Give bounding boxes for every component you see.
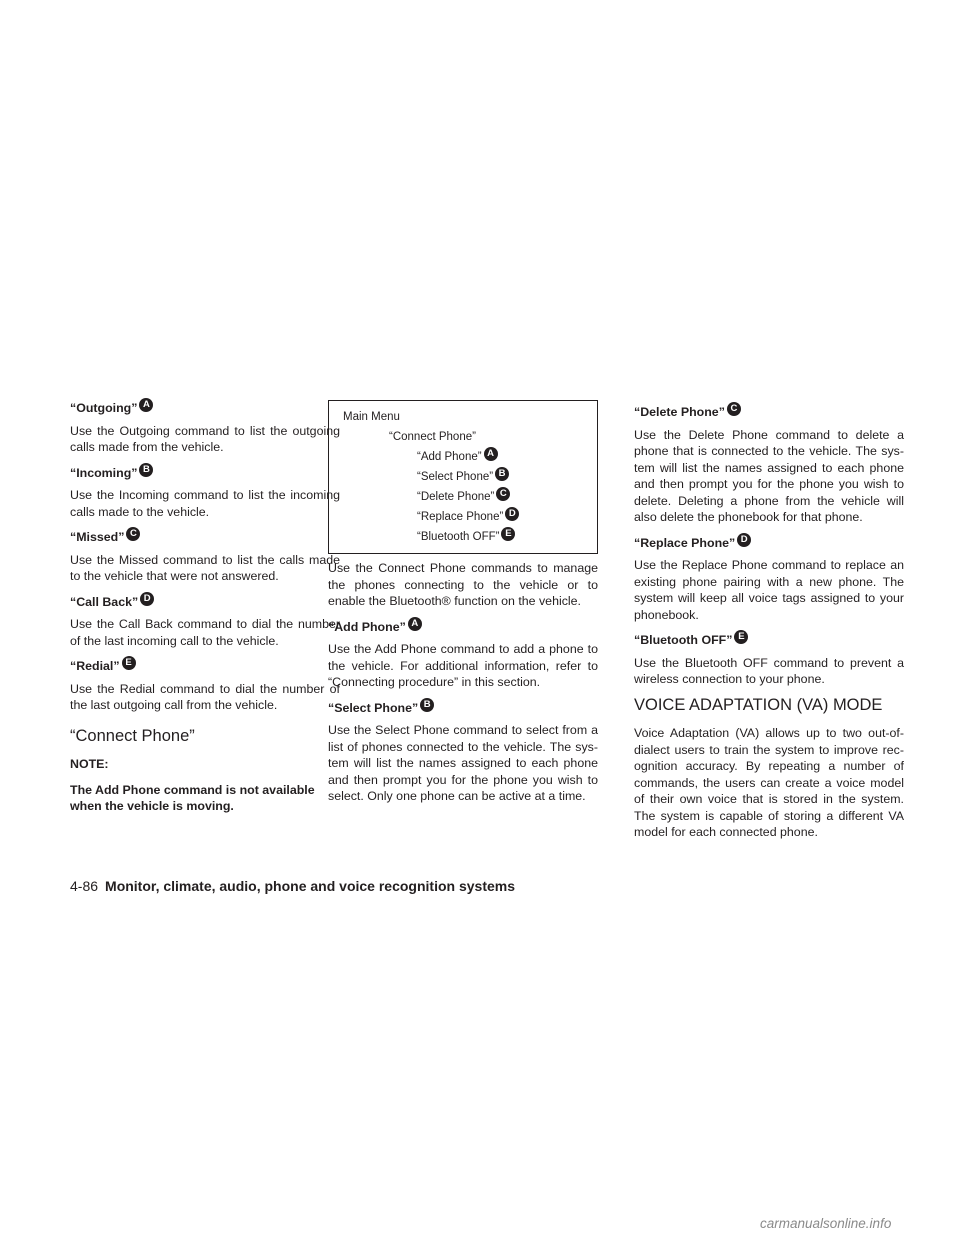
voice-adaptation-text: Voice Adaptation (VA) allows up to two out-of- dialect users to train the system to improve rec- ognition accuracy. By repeating a number of commands, the users can create a voice model of their own voice that is stored in the system. The system is capable of storing a different VA model for each connected phone.	[634, 726, 904, 839]
menu-tree-diagram	[328, 400, 598, 554]
command-heading: “Add Phone” A	[328, 619, 598, 636]
column-2	[328, 400, 598, 814]
callout-badge-icon: A	[139, 398, 153, 412]
menu-item: “Select Phone” B	[343, 467, 597, 487]
section-title-voice-adaptation: VOICE ADAPTATION (VA) MODE	[634, 695, 883, 714]
command-bluetooth-off	[634, 632, 904, 688]
command-description: Use the Select Phone command to select from a list of phones connected to the vehicle. The sys- tem will list the names assigned to each phone and then prompt you for the phone you wish to select. Only one phone can be active at a time.	[328, 723, 598, 803]
callout-badge-icon: A	[408, 617, 422, 631]
callout-badge-icon: D	[737, 533, 751, 547]
command-outgoing	[70, 400, 340, 456]
column-1	[70, 400, 340, 815]
callout-badge-icon: E	[122, 656, 136, 670]
callout-badge-icon: D	[505, 507, 519, 521]
command-select-phone	[328, 700, 598, 805]
command-heading: “Replace Phone” D	[634, 535, 904, 552]
menu-level1: “Connect Phone”	[389, 431, 476, 443]
callout-badge-icon: B	[495, 467, 509, 481]
command-redial	[70, 658, 340, 714]
command-incoming	[70, 465, 340, 521]
menu-item: “Bluetooth OFF” E	[343, 527, 597, 547]
menu-item: “Delete Phone” C	[343, 487, 597, 507]
note-label: NOTE:	[70, 757, 109, 771]
command-description: Use the Outgoing command to list the outgoing calls made from the vehicle.	[70, 423, 340, 454]
callout-badge-icon: C	[496, 487, 510, 501]
command-heading: “Incoming” B	[70, 465, 340, 482]
command-description: Use the Redial command to dial the number of the last outgoing call from the vehicle.	[70, 681, 340, 712]
command-heading: “Bluetooth OFF” E	[634, 632, 904, 649]
menu-item: “Add Phone” A	[343, 447, 597, 467]
callout-badge-icon: B	[139, 463, 153, 477]
command-missed	[70, 529, 340, 585]
column-3	[634, 404, 904, 850]
note-text: The Add Phone command is not available when the vehicle is moving.	[70, 782, 315, 813]
menu-item: “Replace Phone” D	[343, 507, 597, 527]
command-replace-phone	[634, 535, 904, 624]
command-description: Use the Incoming command to list the incoming calls made to the vehicle.	[70, 488, 340, 519]
page-footer	[70, 878, 515, 894]
connect-phone-intro: Use the Connect Phone commands to manage the phones connecting to the vehicle or to enable the Bluetooth® function on the vehicle.	[328, 561, 598, 608]
page-number: 4-86	[70, 878, 99, 894]
command-add-phone	[328, 619, 598, 691]
command-heading: “Delete Phone” C	[634, 404, 904, 421]
command-heading: “Redial” E	[70, 658, 340, 675]
menu-root: Main Menu	[343, 411, 400, 423]
command-description: Use the Call Back command to dial the number of the last incoming call to the vehicle.	[70, 617, 340, 648]
callout-badge-icon: C	[727, 402, 741, 416]
callout-badge-icon: C	[126, 527, 140, 541]
callout-badge-icon: E	[501, 527, 515, 541]
callout-badge-icon: D	[140, 592, 154, 606]
callout-badge-icon: B	[420, 698, 434, 712]
command-description: Use the Add Phone command to add a phone to the vehicle. For additional information, refer to “Connecting procedure” in this section.	[328, 642, 598, 689]
callout-badge-icon: E	[734, 630, 748, 644]
command-heading: “Missed” C	[70, 529, 340, 546]
command-call-back	[70, 594, 340, 650]
watermark: carmanualsonline.info	[760, 1216, 892, 1231]
command-description: Use the Bluetooth OFF command to prevent a wireless connection to your phone.	[634, 655, 904, 686]
command-description: Use the Missed command to list the calls made to the vehicle that were not answered.	[70, 552, 340, 583]
command-heading: “Outgoing” A	[70, 400, 340, 417]
command-description: Use the Replace Phone command to replace an existing phone pairing with a new phone. The system will keep all voice tags assigned to your phonebook.	[634, 558, 904, 622]
chapter-title: Monitor, climate, audio, phone and voice recognition systems	[105, 878, 515, 894]
command-heading: “Call Back” D	[70, 594, 340, 611]
command-heading: “Select Phone” B	[328, 700, 598, 717]
command-description: Use the Delete Phone command to delete a phone that is connected to the vehicle. The sys- tem will list the names assigned to each phone and then prompt you for the phone you wish to delete. Deleting a phone from the vehicle will also delete the phonebook for that phone.	[634, 427, 904, 524]
callout-badge-icon: A	[484, 447, 498, 461]
section-title-connect-phone: “Connect Phone”	[70, 726, 195, 745]
command-delete-phone	[634, 404, 904, 526]
